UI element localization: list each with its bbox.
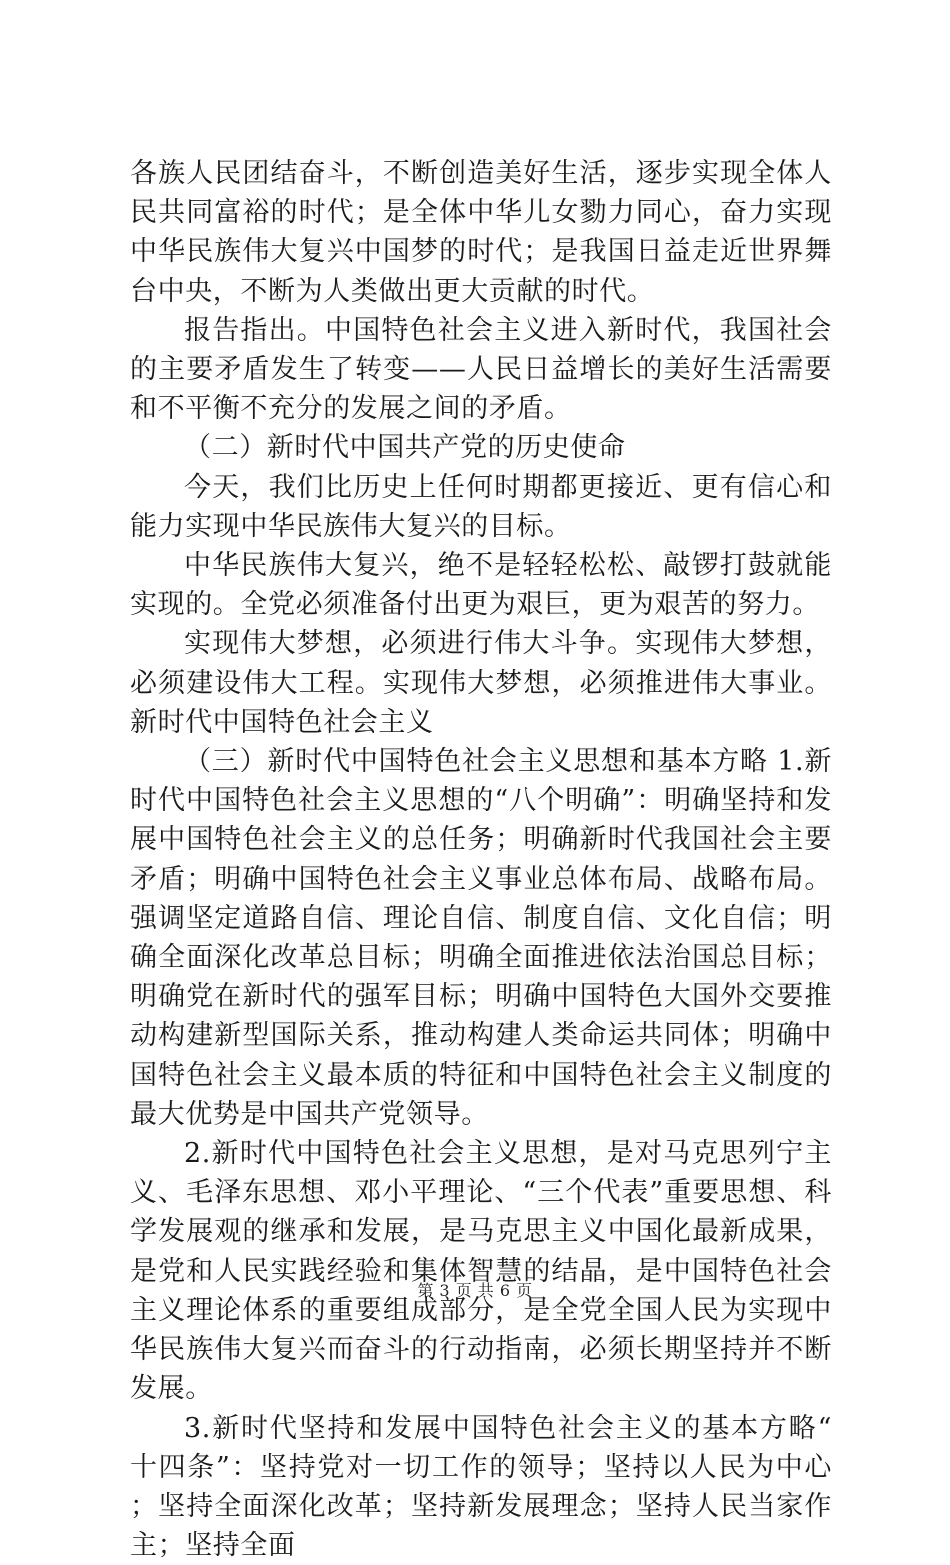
paragraph-great-dream: 实现伟大梦想，必须进行伟大斗争。实现伟大梦想，必须建设伟大工程。实现伟大梦想，必须推进伟大事业。新时代中国特色社会主义 <box>130 624 832 742</box>
paragraph-item-2: 2.新时代中国特色社会主义思想，是对马克思列宁主义、毛泽东思想、邓小平理论、“三个代表”重要思想、科学发展观的继承和发展，是马克思主义中国化最新成果，是党和人民实践经验和集体智慧的结晶，是中国特色社会主义理论体系的重要组成部分，是全党全国人民为实现中华民族伟大复兴而奋斗的行动指南，必须长期坚持并不断发展。 <box>130 1134 832 1408</box>
section-heading-3: （三）新时代中国特色社会主义思想和基本方略 1.新时代中国特色社会主义思想的“八个明确”：明确坚持和发展中国特色社会主义的总任务；明确新时代我国社会主要矛盾；明确中国特色社会主义事业总体布局、战略布局。强调坚定道路自信、理论自信、制度自信、文化自信；明确全面深化改革总目标；明确全面推进依法治国总目标；明确党在新时代的强军目标；明确中国特色大国外交要推动构建新型国际关系，推动构建人类命运共同体；明确中国特色社会主义最本质的特征和中国特色社会主义制度的最大优势是中国共产党领导。 <box>130 742 832 1134</box>
paragraph-rejuvenation: 中华民族伟大复兴，绝不是轻轻松松、敲锣打鼓就能实现的。全党必须准备付出更为艰巨，更为艰苦的努力。 <box>130 546 832 624</box>
paragraph-today: 今天，我们比历史上任何时期都更接近、更有信心和能力实现中华民族伟大复兴的目标。 <box>130 468 832 546</box>
paragraph-item-3: 3.新时代坚持和发展中国特色社会主义的基本方略“十四条”：坚持党对一切工作的领导；坚持以人民为中心；坚持全面深化改革；坚持新发展理念；坚持人民当家作主；坚持全面 <box>130 1409 832 1565</box>
page-number-footer: 第 3 页 共 6 页 <box>0 1278 950 1301</box>
paragraph-report-points: 报告指出。中国特色社会主义进入新时代，我国社会的主要矛盾发生了转变——人民日益增长的美好生活需要和不平衡不充分的发展之间的矛盾。 <box>130 311 832 429</box>
paragraph-continuation: 各族人民团结奋斗，不断创造美好生活，逐步实现全体人民共同富裕的时代；是全体中华儿女勠力同心，奋力实现中华民族伟大复兴中国梦的时代；是我国日益走近世界舞台中央，不断为人类做出更大贡献的时代。 <box>130 154 832 311</box>
document-body <box>130 154 832 1565</box>
section-heading-2: （二）新时代中国共产党的历史使命 <box>130 428 832 467</box>
